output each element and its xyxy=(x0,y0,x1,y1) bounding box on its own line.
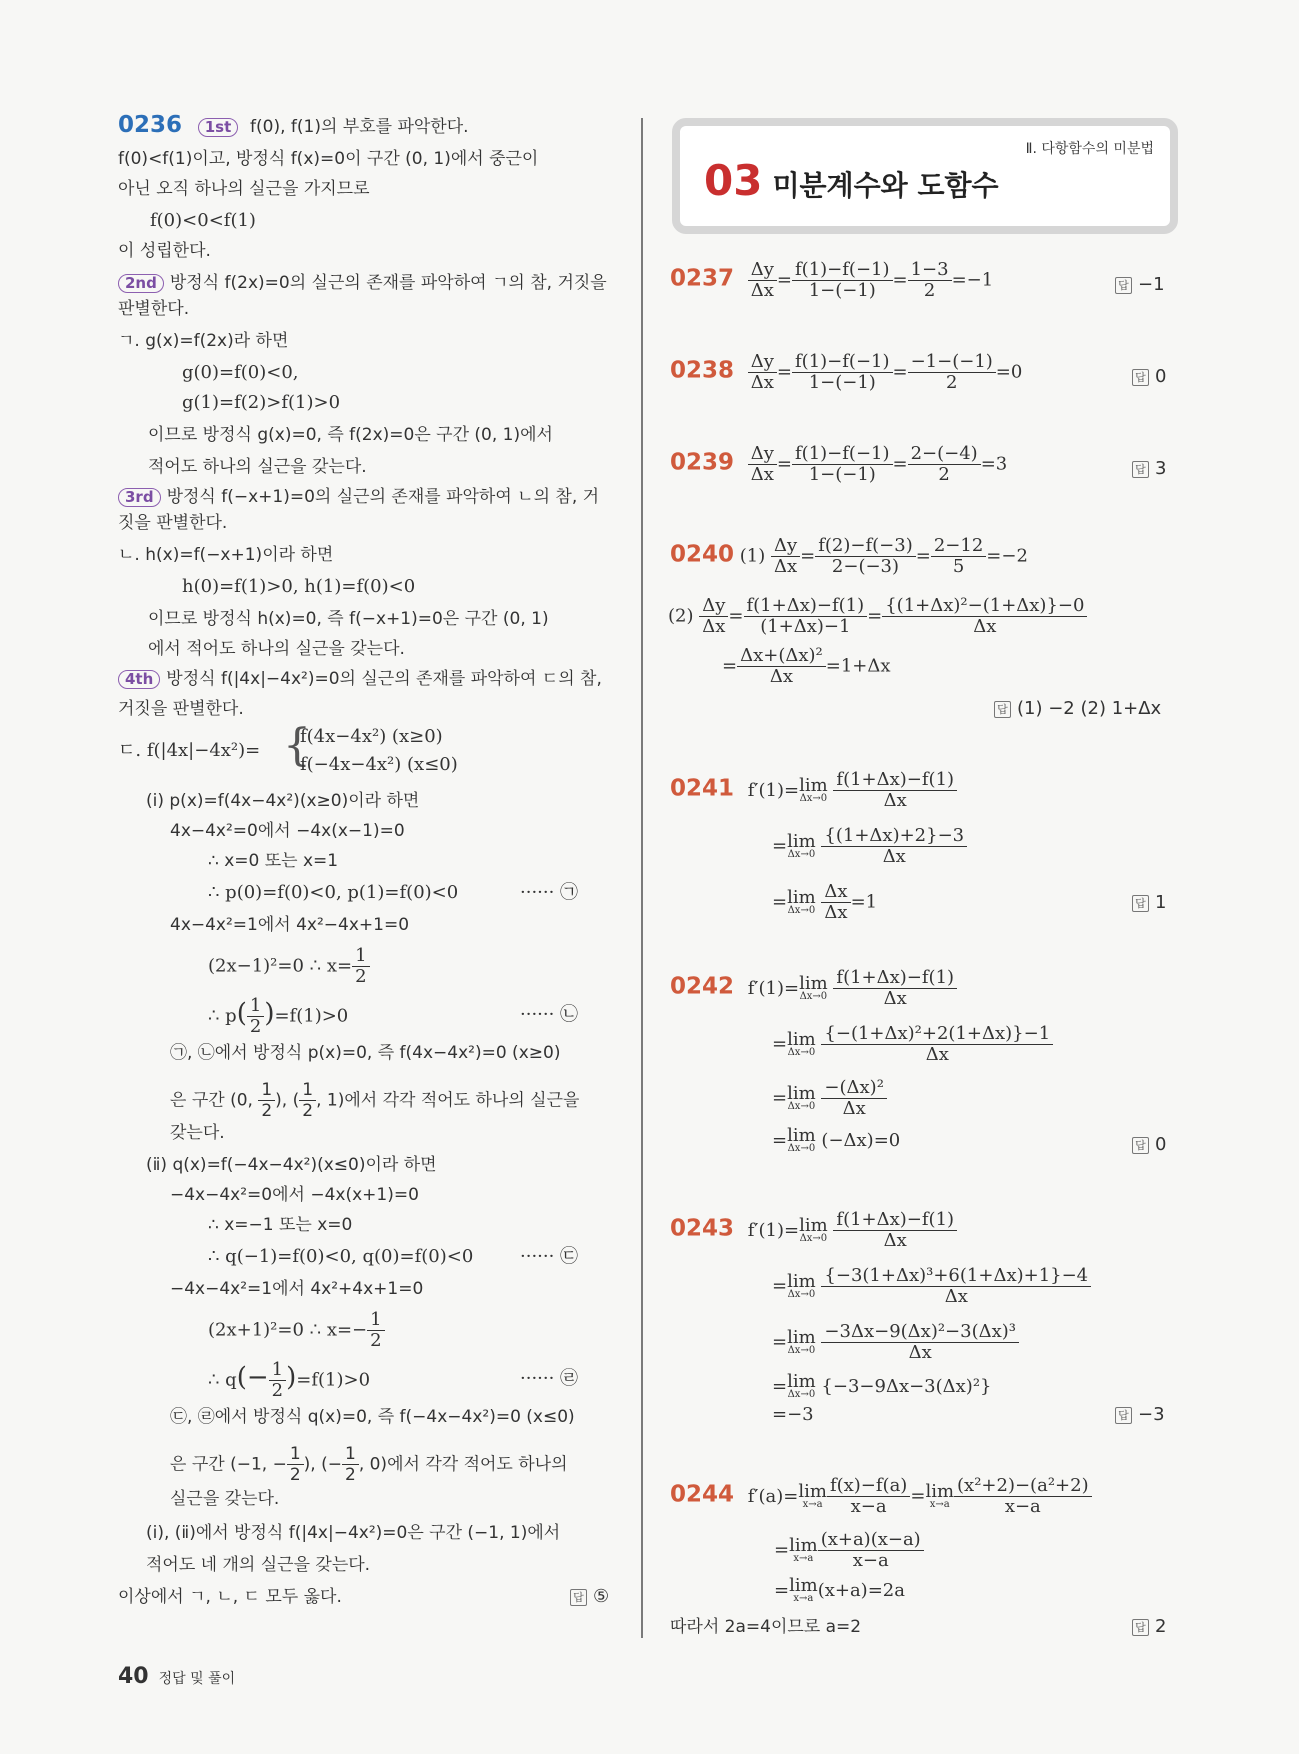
text-line: ∴ x=−1 또는 x=0 xyxy=(208,1215,353,1235)
math-text: (2x−1)²=0 ∴ x= xyxy=(208,955,353,977)
text-line: 4x−4x²=0에서 −4x(x−1)=0 xyxy=(170,821,405,841)
answer-box-icon: 답 xyxy=(1132,1137,1149,1154)
problem-number: 0237 xyxy=(670,265,735,292)
column-divider xyxy=(641,118,643,1638)
answer: 답 ⑤ xyxy=(570,1586,609,1608)
fraction: $\frac{1}{2}$ xyxy=(269,1360,286,1401)
step-badge: 3rd xyxy=(118,488,161,507)
answer-box-icon: 답 xyxy=(1132,369,1149,386)
text-line: 판별한다. xyxy=(118,299,190,319)
math-line xyxy=(208,946,370,987)
problem-0240-part1: 0240 (1) $\frac{\Delta y}{\Delta x}$ = $\frac{f(2)-f(-3)}{2-(-3)}$ = $\frac{2-12}{5}$ =−2 xyxy=(670,535,1028,577)
problem-0238: 0238 $\frac{\Delta y}{\Delta x}$ = $\frac{f(1)-f(-1)}{1-(-1)}$ = $\frac{-1-(-1)}{2}$ =0 xyxy=(670,351,1023,393)
piece-upper: f(4x−4x²) (x≥0) xyxy=(300,726,443,747)
text-line: −4x−4x²=1에서 4x²+4x+1=0 xyxy=(170,1279,424,1299)
text-line: 아닌 오직 하나의 실근을 가지므로 xyxy=(118,179,370,199)
math-line: =−3 xyxy=(772,1404,814,1425)
equation-marker: ······ ㉢ xyxy=(520,1246,579,1267)
math-line: =lim x→a (x+a)=2a xyxy=(774,1575,905,1604)
problem-0243: 0243 f′(1)=lim Δx→0 $\frac{f(1+\Delta x)-f(1)}{\Delta x}$ xyxy=(670,1210,957,1251)
brace: { xyxy=(283,720,311,771)
problem-0242: 0242 f′(1)=lim Δx→0 $\frac{f(1+\Delta x)-f(1)}{\Delta x}$ xyxy=(670,968,957,1009)
answer-box-icon: 답 xyxy=(1132,1619,1149,1636)
answer: 답 0 xyxy=(1132,366,1166,388)
math-line: =lim Δx→0 (−Δx)=0 xyxy=(772,1125,901,1154)
step-line xyxy=(118,668,602,690)
math-line: =lim Δx→0 $\frac{\Delta x}{\Delta x}$ =1 xyxy=(772,881,878,923)
math-line: (2x+1)²=0 ∴ x=− $\frac{1}{2}$ xyxy=(208,1310,385,1351)
step-text: f(0), f(1)의 부호를 파악한다. xyxy=(250,117,469,137)
fraction: $\frac{1}{2}$ xyxy=(247,996,264,1037)
answer-box-icon: 답 xyxy=(1132,461,1149,478)
math-line: ∴ q(− $\frac{1}{2}$ )=f(1)>0 xyxy=(208,1359,371,1401)
problem-number: 0244 xyxy=(670,1481,735,1508)
step-text: 방정식 f(2x)=0의 실근의 존재를 파악하여 ㄱ의 참, 거짓을 xyxy=(169,273,607,293)
text-line: 거짓을 판별한다. xyxy=(118,699,244,719)
math-line: =lim Δx→0 $\frac{\{(1+\Delta x)+2\}-3}{\Delta x}$ xyxy=(772,826,967,867)
chapter-title xyxy=(704,156,999,205)
conclusion: 따라서 2a=4이므로 a=2 xyxy=(670,1617,862,1637)
equation-marker: ······ ㉣ xyxy=(520,1368,579,1389)
answer-box-icon: 답 xyxy=(994,701,1011,718)
math-line: ∴ p( $\frac{1}{2}$ )=f(1)>0 xyxy=(208,995,349,1037)
math-line: =lim Δx→0 {−3−9Δx−3(Δx)²} xyxy=(772,1371,992,1400)
answer: 답 −1 xyxy=(1115,274,1165,296)
page-number: 40 xyxy=(118,1664,149,1689)
footer-label: 정답 및 풀이 xyxy=(158,1671,236,1687)
answer: 답 0 xyxy=(1132,1134,1166,1156)
equation-marker: ······ ㉠ xyxy=(520,882,579,903)
fraction: $\frac{1}{2}$ xyxy=(352,946,369,987)
text-line: 이므로 방정식 g(x)=0, 즉 f(2x)=0은 구간 (0, 1)에서 xyxy=(148,425,553,445)
text-line: 적어도 하나의 실근을 갖는다. xyxy=(148,457,367,477)
step-badge: 4th xyxy=(118,670,160,689)
fraction: $\frac{1}{2}$ xyxy=(299,1080,316,1121)
piece-lower: f(−4x−4x²) (x≤0) xyxy=(300,754,458,775)
math-line: g(1)=f(2)>f(1)>0 xyxy=(182,392,341,413)
math-line: = $\frac{\text{Δx+(Δx)²}}{\Delta x}$ =1+Δx xyxy=(722,645,891,687)
text-line: ㉠, ㉡에서 방정식 p(x)=0, 즉 f(4x−4x²)=0 (x≥0) xyxy=(170,1043,561,1063)
answer-box-icon: 답 xyxy=(1115,277,1132,294)
math-line: f(0)<0<f(1) xyxy=(150,210,256,231)
answer-box-icon: 답 xyxy=(1132,895,1149,912)
page-footer xyxy=(118,1664,235,1689)
math-line: ∴ q(−1)=f(0)<0, q(0)=f(0)<0 xyxy=(208,1246,474,1267)
math-line: h(0)=f(1)>0, h(1)=f(0)<0 xyxy=(182,576,416,597)
problem-0244: 0244 f′(a)=lim x→a $\frac{f(x)-f(a)}{x-a}$ =lim x→a $\frac{\text{(x²+2)−(a²+2)}}{x-a}$ xyxy=(670,1476,1092,1517)
step-badge: 1st xyxy=(198,118,239,137)
step-text: 방정식 f(|4x|−4x²)=0의 실근의 존재를 파악하여 ㄷ의 참, xyxy=(166,669,602,689)
math-line: =lim Δx→0 $\frac{\text{−3Δx−9(Δx)²−3(Δx)³}}{\Delta x}$ xyxy=(772,1322,1019,1363)
fraction: $\frac{1}{2}$ xyxy=(287,1444,304,1485)
problem-0236-header xyxy=(118,114,469,138)
text-line: ∴ x=0 또는 x=1 xyxy=(208,851,339,871)
answer: 답 (1) −2 (2) 1+Δx xyxy=(994,698,1161,720)
step-line xyxy=(118,486,599,508)
answer-box-icon: 답 xyxy=(1115,1407,1132,1424)
answer: 답 −3 xyxy=(1115,1404,1165,1426)
step-badge: 2nd xyxy=(118,274,164,293)
problem-0239: 0239 $\frac{\Delta y}{\Delta x}$ = $\frac{f(1)-f(-1)}{1-(-1)}$ = $\frac{2-(-4)}{2}$ =3 xyxy=(670,443,1008,485)
problem-0241: 0241 f′(1)=lim Δx→0 $\frac{f(1+\Delta x)-f(1)}{\Delta x}$ xyxy=(670,770,957,811)
math-line: =lim Δx→0 $\frac{\text{\{−3(1+Δx)³+6(1+Δx)+1\}−4}}{\Delta x}$ xyxy=(772,1266,1091,1307)
problem-number: 0238 xyxy=(670,357,735,384)
math-line: g(0)=f(0)<0, xyxy=(182,362,299,383)
math-line: ∴ p(0)=f(0)<0, p(1)=f(0)<0 xyxy=(208,882,459,903)
text-line: 4x−4x²=1에서 4x²−4x+1=0 xyxy=(170,915,410,935)
step-text: 방정식 f(−x+1)=0의 실근의 존재를 파악하여 ㄴ의 참, 거 xyxy=(166,487,600,507)
chapter-header xyxy=(672,118,1178,234)
problem-number: 0243 xyxy=(670,1215,735,1242)
text-line: 은 구간 (0, $\frac{1}{2}$ ), ( $\frac{1}{2}$ , 1)에서 각각 적어도 하나의 실근을 xyxy=(170,1080,580,1121)
math-line: =lim x→a $\frac{(x+a)(x-a)}{x-a}$ xyxy=(774,1530,924,1571)
text-line: f(0)<f(1)이고, 방정식 f(x)=0이 구간 (0, 1)에서 중근이 xyxy=(118,149,539,169)
piecewise-line: ㄷ. f(|4x|−4x²)= xyxy=(118,740,261,761)
text-line: 실근을 갖는다. xyxy=(170,1489,280,1509)
text-line: 이상에서 ㄱ, ㄴ, ㄷ 모두 옳다. xyxy=(118,1587,342,1607)
text-line: 짓을 판별한다. xyxy=(118,513,228,533)
problem-number: 0236 xyxy=(118,112,183,138)
chapter-name: 미분계수와 도함수 xyxy=(772,169,999,202)
math-line: =lim Δx→0 $\frac{\text{\{−(1+Δx)²+2(1+Δx)\}−1}}{\Delta x}$ xyxy=(772,1024,1053,1065)
text-line: 은 구간 (−1, − $\frac{1}{2}$ ), (− $\frac{1}{2}$ , 0)에서 각각 적어도 하나의 xyxy=(170,1444,568,1485)
fraction: $\frac{1}{2}$ xyxy=(367,1310,384,1351)
text-line: 적어도 네 개의 실근을 갖는다. xyxy=(146,1555,371,1575)
text-line: ㉢, ㉣에서 방정식 q(x)=0, 즉 f(−4x−4x²)=0 (x≤0) xyxy=(170,1407,575,1427)
answer: 답 2 xyxy=(1132,1616,1166,1638)
unit-label: Ⅱ. 다항함수의 미분법 xyxy=(1025,141,1154,157)
text-line: 갖는다. xyxy=(170,1123,225,1143)
text-line: ㄱ. g(x)=f(2x)라 하면 xyxy=(118,331,289,351)
text-line: (ⅰ) p(x)=f(4x−4x²)(x≥0)이라 하면 xyxy=(146,791,420,811)
problem-number: 0241 xyxy=(670,775,735,802)
text-line: 이 성립한다. xyxy=(118,241,211,261)
problem-number: 0242 xyxy=(670,973,735,1000)
fraction: $\frac{1}{2}$ xyxy=(342,1444,359,1485)
equation-marker: ······ ㉡ xyxy=(520,1004,579,1025)
text-line: 에서 적어도 하나의 실근을 갖는다. xyxy=(148,639,405,659)
problem-0240-part2: (2) $\frac{\Delta y}{\Delta x}$ = $\frac{f(1+\Delta x)-f(1)}{(1+\Delta x)-1}$ = $\frac{\text{\{(1+Δx)²−(1+Δx)\}−0}}{\Delta x}$ xyxy=(668,596,1087,637)
text-line: (ⅱ) q(x)=f(−4x−4x²)(x≤0)이라 하면 xyxy=(146,1155,437,1175)
answer: 답 3 xyxy=(1132,458,1166,480)
problem-number: 0239 xyxy=(670,449,735,476)
answer-box-icon: 답 xyxy=(570,1589,587,1606)
text-line: ㄴ. h(x)=f(−x+1)이라 하면 xyxy=(118,545,334,565)
text-line: 이므로 방정식 h(x)=0, 즉 f(−x+1)=0은 구간 (0, 1) xyxy=(148,609,549,629)
answer: 답 1 xyxy=(1132,892,1166,914)
text-line: −4x−4x²=0에서 −4x(x+1)=0 xyxy=(170,1185,419,1205)
fraction: $\frac{1}{2}$ xyxy=(258,1080,275,1121)
problem-0237: 0237 $\frac{\Delta y}{\Delta x}$ = $\frac{f(1)-f(-1)}{1-(-1)}$ = $\frac{1-3}{2}$ =−1 xyxy=(670,259,994,301)
problem-number: 0240 xyxy=(670,541,735,568)
math-line: =lim Δx→0 $\frac{\text{−(Δx)²}}{\Delta x}$ xyxy=(772,1078,887,1119)
chapter-number: 03 xyxy=(704,156,763,205)
text-line: (ⅰ), (ⅱ)에서 방정식 f(|4x|−4x²)=0은 구간 (−1, 1)에서 xyxy=(146,1523,561,1543)
step-line xyxy=(118,272,607,294)
